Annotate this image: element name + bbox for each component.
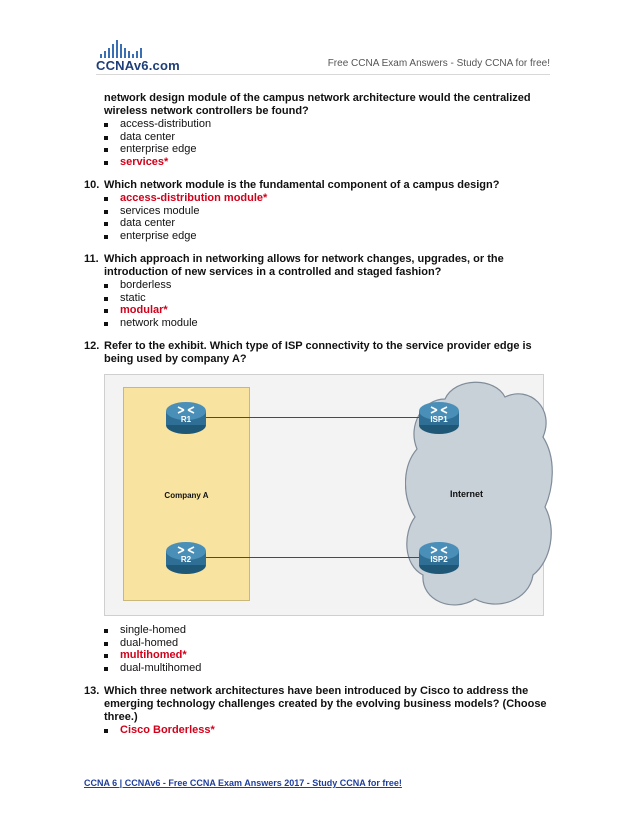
answer-option: dual-homed	[120, 637, 564, 650]
answer-option-correct: multihomed*	[120, 649, 564, 662]
router-isp1-label: ISP1	[430, 415, 448, 424]
question-9-continued	[84, 92, 564, 168]
company-a-label: Company A	[164, 491, 209, 500]
router-isp2	[417, 541, 461, 575]
question-number: 11.	[84, 253, 99, 265]
answer-option: enterprise edge	[120, 143, 564, 156]
footer-link[interactable]: CCNA 6 | CCNAv6 - Free CCNA Exam Answers 2017 - Study CCNA for free!	[84, 778, 402, 788]
question-10	[84, 179, 564, 242]
link-r1-isp1	[185, 417, 437, 418]
answer-option-correct: modular*	[120, 304, 564, 317]
answer-option: single-homed	[120, 624, 564, 637]
answer-option: services module	[120, 205, 564, 218]
answer-options	[84, 724, 564, 737]
internet-label: Internet	[450, 489, 484, 499]
logo-signal-bars-icon	[100, 40, 160, 58]
question-text: network design module of the campus network architecture would the centralized wireless network controllers be found?	[104, 92, 531, 117]
router-r1	[164, 401, 208, 435]
router-isp1	[417, 401, 461, 435]
answer-option-correct: Cisco Borderless*	[120, 724, 564, 737]
question-text: Which approach in networking allows for network changes, upgrades, or the introduction of new services in a controlled and staged fashion?	[104, 253, 504, 278]
answer-options	[84, 279, 564, 329]
question-number: 12.	[84, 340, 100, 352]
answer-options	[104, 118, 564, 168]
router-isp2-label: ISP2	[430, 555, 448, 564]
answer-option: access-distribution	[120, 118, 564, 131]
question-13	[84, 685, 564, 737]
question-text: Which three network architectures have been introduced by Cisco to address the emerging technology challenges created by the evolving business models? (Choose three.)	[104, 685, 547, 723]
question-text: Which network module is the fundamental component of a campus design?	[104, 179, 500, 191]
header-divider	[96, 74, 550, 75]
answer-option-correct: services*	[120, 156, 564, 169]
router-r2-label: R2	[180, 555, 192, 564]
question-11	[84, 253, 564, 329]
answer-option: dual-multihomed	[120, 662, 564, 675]
answer-option-correct: access-distribution module*	[120, 192, 564, 205]
link-r2-isp2	[185, 557, 437, 558]
ccnav6-logo[interactable]	[96, 40, 180, 76]
network-exhibit	[104, 374, 544, 616]
page-content	[84, 92, 564, 737]
router-r2	[164, 541, 208, 575]
header-tagline: Free CCNA Exam Answers - Study CCNA for free!	[327, 58, 550, 69]
answer-option: borderless	[120, 279, 564, 292]
answer-option: static	[120, 292, 564, 305]
answer-options	[84, 192, 564, 242]
answer-option: data center	[120, 131, 564, 144]
logo-text: CCNAv6.com	[96, 58, 180, 73]
answer-option: network module	[120, 317, 564, 330]
answer-option: enterprise edge	[120, 230, 564, 243]
answer-option: data center	[120, 217, 564, 230]
answer-options	[84, 624, 564, 674]
question-number: 10.	[84, 179, 100, 191]
page-header	[0, 0, 638, 85]
question-text: Refer to the exhibit. Which type of ISP connectivity to the service provider edge is being used by company A?	[104, 340, 532, 365]
question-12	[84, 340, 564, 674]
question-number: 13.	[84, 685, 100, 697]
router-r1-label: R1	[180, 415, 192, 424]
